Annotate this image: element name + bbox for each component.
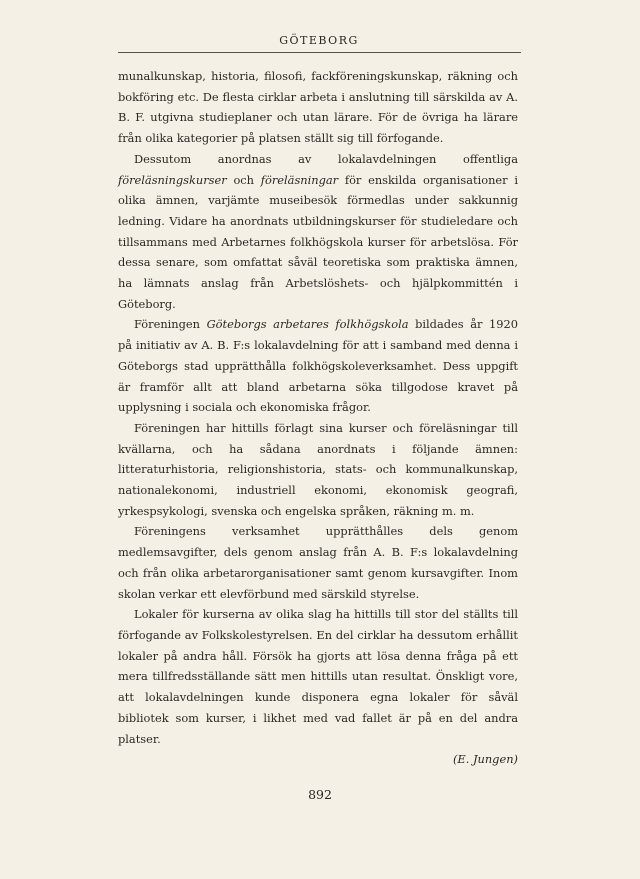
italic-folkhogskola-name: Göteborgs arbetares folkhögskola: [206, 317, 409, 332]
paragraph-2-text-2: och: [226, 172, 261, 187]
body-text: [118, 66, 518, 770]
paragraph-4: [118, 418, 518, 522]
header-rule: [118, 52, 521, 53]
paragraph-1: [118, 66, 518, 149]
paragraph-6: [118, 604, 518, 749]
paragraph-2-text-1: Dessutom anordnas av lokalavdelningen offentliga: [134, 151, 518, 166]
running-header: GÖTEBORG: [279, 34, 359, 47]
paragraph-5: [118, 521, 518, 604]
page-number: 892: [308, 787, 332, 802]
paragraph-2-text-3: för enskilda organisationer i olika ämnen, varjämte museibesök förmedlas under sakkunnig ledning. Vidare ha anordnats utbildningskurser för studieledare och tillsammans med Arbetarnes folkhögskola kurser för arbetslösa. För dessa senare, som omfattat såväl teoretiska som praktiska ämnen, ha lämnats anslag från Arbetslöshets- och hjälpkommittén i Göteborg.: [118, 172, 518, 311]
paragraph-3-text-1: Föreningen: [134, 317, 207, 332]
paragraph-4-text: Föreningen har hittills förlagt sina kurser och föreläsningar till kvällarna, och ha sådana anordnats i följande ämnen: litteraturhistoria, religionshistoria, stats- och kommunalkunskap, nationalekonomi, industriell ekonomi, ekonomisk geografi, yrkespsykologi, svenska och engelska språken, räkning m. m.: [118, 420, 518, 518]
paragraph-2: [118, 149, 518, 315]
paragraph-6-text: Lokaler för kurserna av olika slag ha hittills till stor del ställts till förfogande av Folkskolestyrelsen. En del cirklar ha dessutom erhållit lokaler på andra håll. Försök ha gjorts att lösa denna fråga på ett mera tillfredsställande sätt men hittills utan resultat. Önskligt vore, att lokalavdelningen kunde disponera egna lokaler för såväl bibliotek som kurser, i likhet med vad fallet är på en del andra platser.: [118, 607, 518, 746]
paragraph-3-text-2: bildades år 1920 på initiativ av A. B. F:s lokalavdelning för att i samband med denna i Göteborgs stad upprätthålla folkhögskoleverksamhet. Dess uppgift är framför allt att bland arbetarna söka tillgodose kravet på upplysning i sociala och ekonomiska frågor.: [118, 317, 518, 415]
paragraph-5-text: Föreningens verksamhet upprätthålles dels genom medlemsavgifter, dels genom anslag från A. B. F:s lokalavdelning och från olika arbetarorganisationer samt genom kursavgifter. Inom skolan verkar ett elevförbund med särskild styrelse.: [118, 524, 518, 601]
italic-forelasningar: föreläsningar: [260, 172, 339, 187]
paragraph-3: [118, 314, 518, 418]
italic-forelasningskurser: föreläsningskurser: [118, 172, 227, 187]
paragraph-1-text: munalkunskap, historia, filosofi, fackföreningskunskap, räkning och bokföring etc. De flesta cirklar arbeta i anslutning till särskilda av A. B. F. utgivna studieplaner och utan lärare. För de övriga ha lärare från olika kategorier på platsen ställt sig till förfogande.: [118, 69, 518, 146]
author-signature: (E. Jungen): [452, 752, 518, 767]
